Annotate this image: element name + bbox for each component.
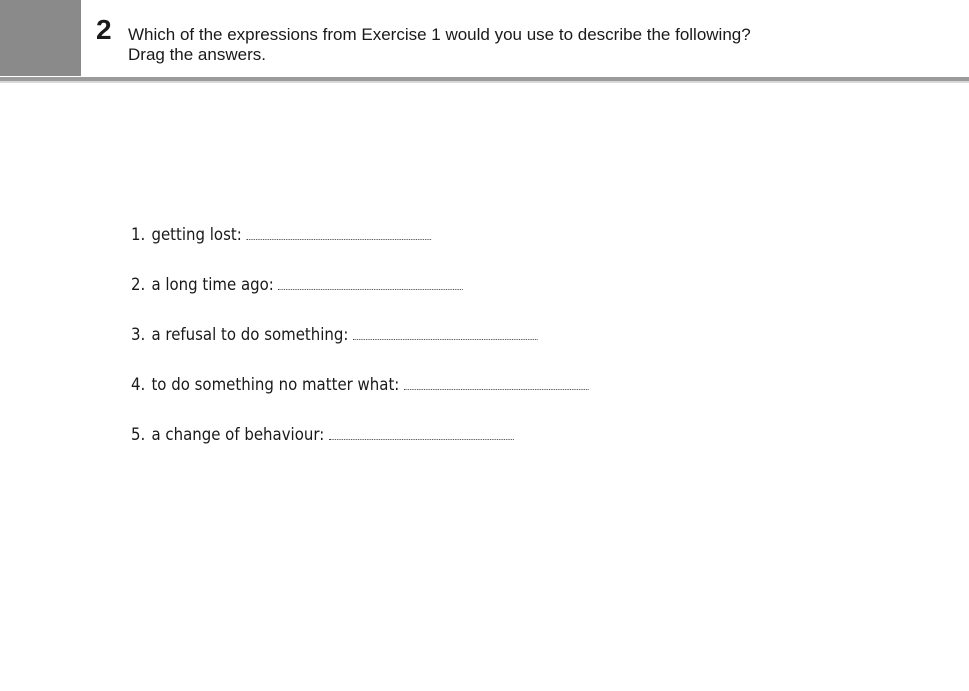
- answer-drop-zone[interactable]: [353, 325, 538, 340]
- answer-drop-zone[interactable]: [278, 275, 463, 290]
- item-number: 5.: [131, 425, 146, 445]
- instruction-line-1: Which of the expressions from Exercise 1 would you use to describe the following?: [128, 25, 751, 44]
- exercise-item: [131, 223, 589, 273]
- exercise-item: [131, 323, 589, 373]
- item-number: 1.: [131, 225, 146, 245]
- item-prompt: a refusal to do something:: [151, 325, 349, 345]
- item-number: 3.: [131, 325, 146, 345]
- item-prompt: a change of behaviour:: [151, 425, 325, 445]
- header-gray-block: [0, 0, 81, 76]
- exercise-instructions: [128, 25, 751, 65]
- item-number: 2.: [131, 275, 146, 295]
- exercise-header: [0, 0, 969, 78]
- answer-drop-zone[interactable]: [246, 225, 431, 240]
- item-prompt: to do something no matter what:: [151, 375, 400, 395]
- exercise-item: [131, 273, 589, 323]
- exercise-items-list: [131, 223, 651, 473]
- exercise-number: 2: [96, 14, 112, 45]
- instruction-line-2: Drag the answers.: [128, 45, 266, 64]
- answer-drop-zone[interactable]: [404, 375, 589, 390]
- exercise-item: [131, 423, 589, 473]
- exercise-item: [131, 373, 589, 423]
- item-number: 4.: [131, 375, 146, 395]
- item-prompt: a long time ago:: [151, 275, 274, 295]
- item-prompt: getting lost:: [151, 225, 242, 245]
- header-divider-shadow: [0, 81, 969, 83]
- answer-drop-zone[interactable]: [329, 425, 514, 440]
